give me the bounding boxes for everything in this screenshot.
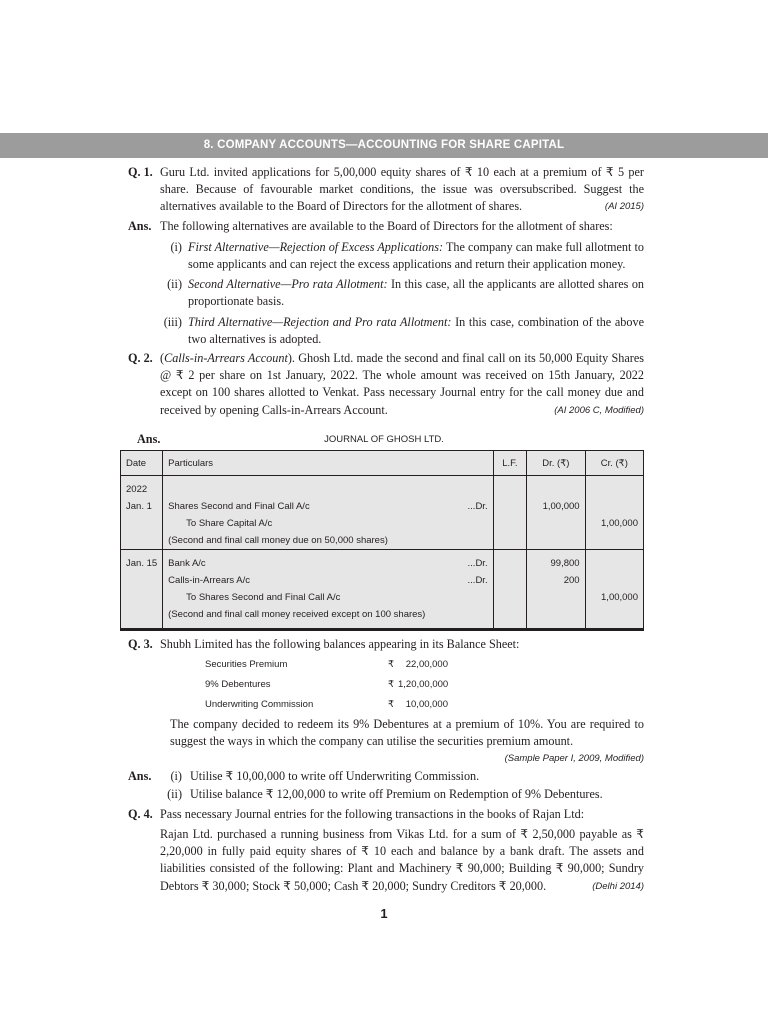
entry-date: Jan. 1 [126, 501, 152, 512]
question-lead-close: ). [287, 351, 295, 365]
alternative-text: In this case, all the applicants are allotted shares on proportionate basis. [188, 277, 645, 309]
question-text [160, 826, 644, 895]
question-body: The company decided to redeem its 9% Debentures at a premium of 10%. You are required to suggest the ways in which the company can utilise the securities premium amount. [170, 717, 644, 749]
particulars-line: Calls-in-Arrears A/c ...Dr. [168, 572, 487, 589]
credit-cell [585, 476, 643, 550]
narration: (Second and final call money due on 50,000 shares) [168, 535, 388, 546]
alternative-text: In this case, combination of the above two alternatives is adopted. [188, 315, 644, 347]
alternative-text: The company can make full allotment to some applicants and can reject the excess applications and return their application money. [188, 240, 645, 272]
balance-label: Securities Premium [205, 659, 288, 670]
question-body: Guru Ltd. invited applications for 5,00,000 equity shares of ₹ 10 each at a premium of ₹ 5 per share. Because of favourable market conditions, the issue was oversubscribed. Suggest the alternatives available to the Board of Directors for the allotment of shares. [160, 165, 644, 214]
question-text [170, 716, 644, 768]
alternative-title: Third Alternative—Rejection and Pro rata Allotment: [188, 315, 452, 329]
lf-cell [493, 476, 527, 550]
date-cell [121, 550, 163, 630]
list-item [188, 239, 644, 273]
list-item [188, 314, 644, 348]
dr-marker: ...Dr. [467, 501, 488, 512]
question-lead: ( [160, 351, 165, 365]
question-number: Q. 4. [128, 807, 153, 821]
entry-year: 2022 [126, 484, 148, 495]
debit-amount: 200 [563, 575, 580, 586]
particulars-line: To Shares Second and Final Call A/c [186, 592, 341, 603]
table-row [121, 550, 644, 630]
exam-reference: (Sample Paper I, 2009, Modified) [504, 753, 644, 765]
credit-cell [585, 550, 643, 630]
chapter-banner: 8. COMPANY ACCOUNTS—ACCOUNTING FOR SHARE CAPITAL [0, 133, 768, 158]
credit-amount: 1,00,000 [601, 592, 638, 603]
balance-label: 9% Debentures [205, 679, 271, 690]
table-row [121, 476, 644, 550]
alternative-title: Second Alternative—Pro rata Allotment: [188, 277, 388, 291]
particulars-line: Bank A/c ...Dr. [168, 555, 487, 572]
exam-reference: (AI 2006 C, Modified) [554, 404, 644, 416]
list-number: (i) [170, 240, 182, 254]
rupee-symbol: ₹ [388, 659, 395, 670]
particulars-line: To Share Capital A/c [186, 518, 273, 529]
list-number: (i) [170, 769, 182, 783]
debit-amount: 1,00,000 [542, 501, 580, 512]
answer-intro: The following alternatives are available to the Board of Directors for the allotment of shares: [160, 219, 613, 233]
list-item [188, 276, 644, 310]
balance-amount: 1,20,00,000 [398, 679, 449, 690]
answer-label: Ans. [128, 769, 152, 783]
journal-title: JOURNAL OF GHOSH LTD. [324, 434, 444, 445]
narration: (Second and final call money received except on 100 shares) [168, 609, 426, 620]
question-text: Shubh Limited has the following balances appearing in its Balance Sheet: [160, 637, 520, 651]
question-number: Q. 3. [128, 637, 153, 651]
list-number: (ii) [167, 277, 182, 291]
particulars-cell [163, 476, 493, 550]
credit-amount: 1,00,000 [601, 518, 638, 529]
column-header-credit: Cr. (₹) [585, 451, 643, 476]
list-item: Utilise balance ₹ 12,00,000 to write off Premium on Redemption of 9% Debentures. [190, 787, 603, 801]
column-header-lf: L.F. [493, 451, 527, 476]
date-cell [121, 476, 163, 550]
column-header-debit: Dr. (₹) [527, 451, 585, 476]
entry-date: Jan. 15 [126, 558, 158, 569]
lf-cell [493, 550, 527, 630]
question-number: Q. 1. [128, 165, 153, 179]
page-number: 1 [380, 906, 388, 921]
balance-label: Underwriting Commission [205, 699, 314, 710]
debit-cell [527, 550, 585, 630]
question-body: Ghosh Ltd. made the second and final call on its 50,000 Equity Shares @ ₹ 2 per share on 1st January, 2022. The whole amount was received on 15th January, 2022 except on 100 shares allotted to Venkat. Pass necessary Journal entry for the call money due and received by opening Calls-in-Arrears Account. [160, 351, 645, 417]
column-header-particulars: Particulars [163, 451, 493, 476]
debit-cell [527, 476, 585, 550]
list-item: Utilise ₹ 10,00,000 to write off Underwriting Commission. [190, 769, 480, 783]
list-number: (ii) [167, 787, 182, 801]
rupee-symbol: ₹ [388, 699, 395, 710]
rupee-symbol: ₹ [388, 679, 395, 690]
question-topic: Calls-in-Arrears Account [164, 351, 288, 365]
debit-amount: 99,800 [550, 558, 580, 569]
column-header-date: Date [121, 451, 163, 476]
alternative-title: First Alternative—Rejection of Excess Applications: [188, 240, 444, 254]
exam-reference: (AI 2015) [604, 201, 644, 213]
journal-table [120, 450, 644, 631]
answer-label: Ans. [137, 432, 161, 446]
particulars-line: Shares Second and Final Call A/c ...Dr. [168, 498, 487, 515]
answer-label: Ans. [128, 219, 152, 233]
particulars-cell [163, 550, 493, 630]
balance-amount: 22,00,000 [405, 659, 448, 670]
question-number: Q. 2. [128, 351, 153, 365]
question-text [160, 164, 644, 216]
dr-marker: ...Dr. [467, 575, 488, 586]
question-body: Rajan Ltd. purchased a running business from Vikas Ltd. for a sum of ₹ 2,50,000 payable as ₹ 2,20,000 in fully paid equity shares of ₹ 10 each and balance by a bank draft. The assets and liabilities consisted of the following: Plant and Machinery ₹ 90,000; Building ₹ 90,000; Sundry Debtors ₹ 30,000; Stock ₹ 50,000; Cash ₹ 20,000; Sundry Creditors ₹ 20,000. [160, 827, 644, 893]
question-text: Pass necessary Journal entries for the following transactions in the books of Rajan Ltd: [160, 807, 585, 821]
table-header-row [121, 451, 644, 476]
question-text [160, 350, 644, 419]
exam-reference: (Delhi 2014) [592, 880, 644, 892]
list-number: (iii) [163, 315, 182, 329]
dr-marker: ...Dr. [467, 558, 488, 569]
balance-amount: 10,00,000 [405, 699, 448, 710]
